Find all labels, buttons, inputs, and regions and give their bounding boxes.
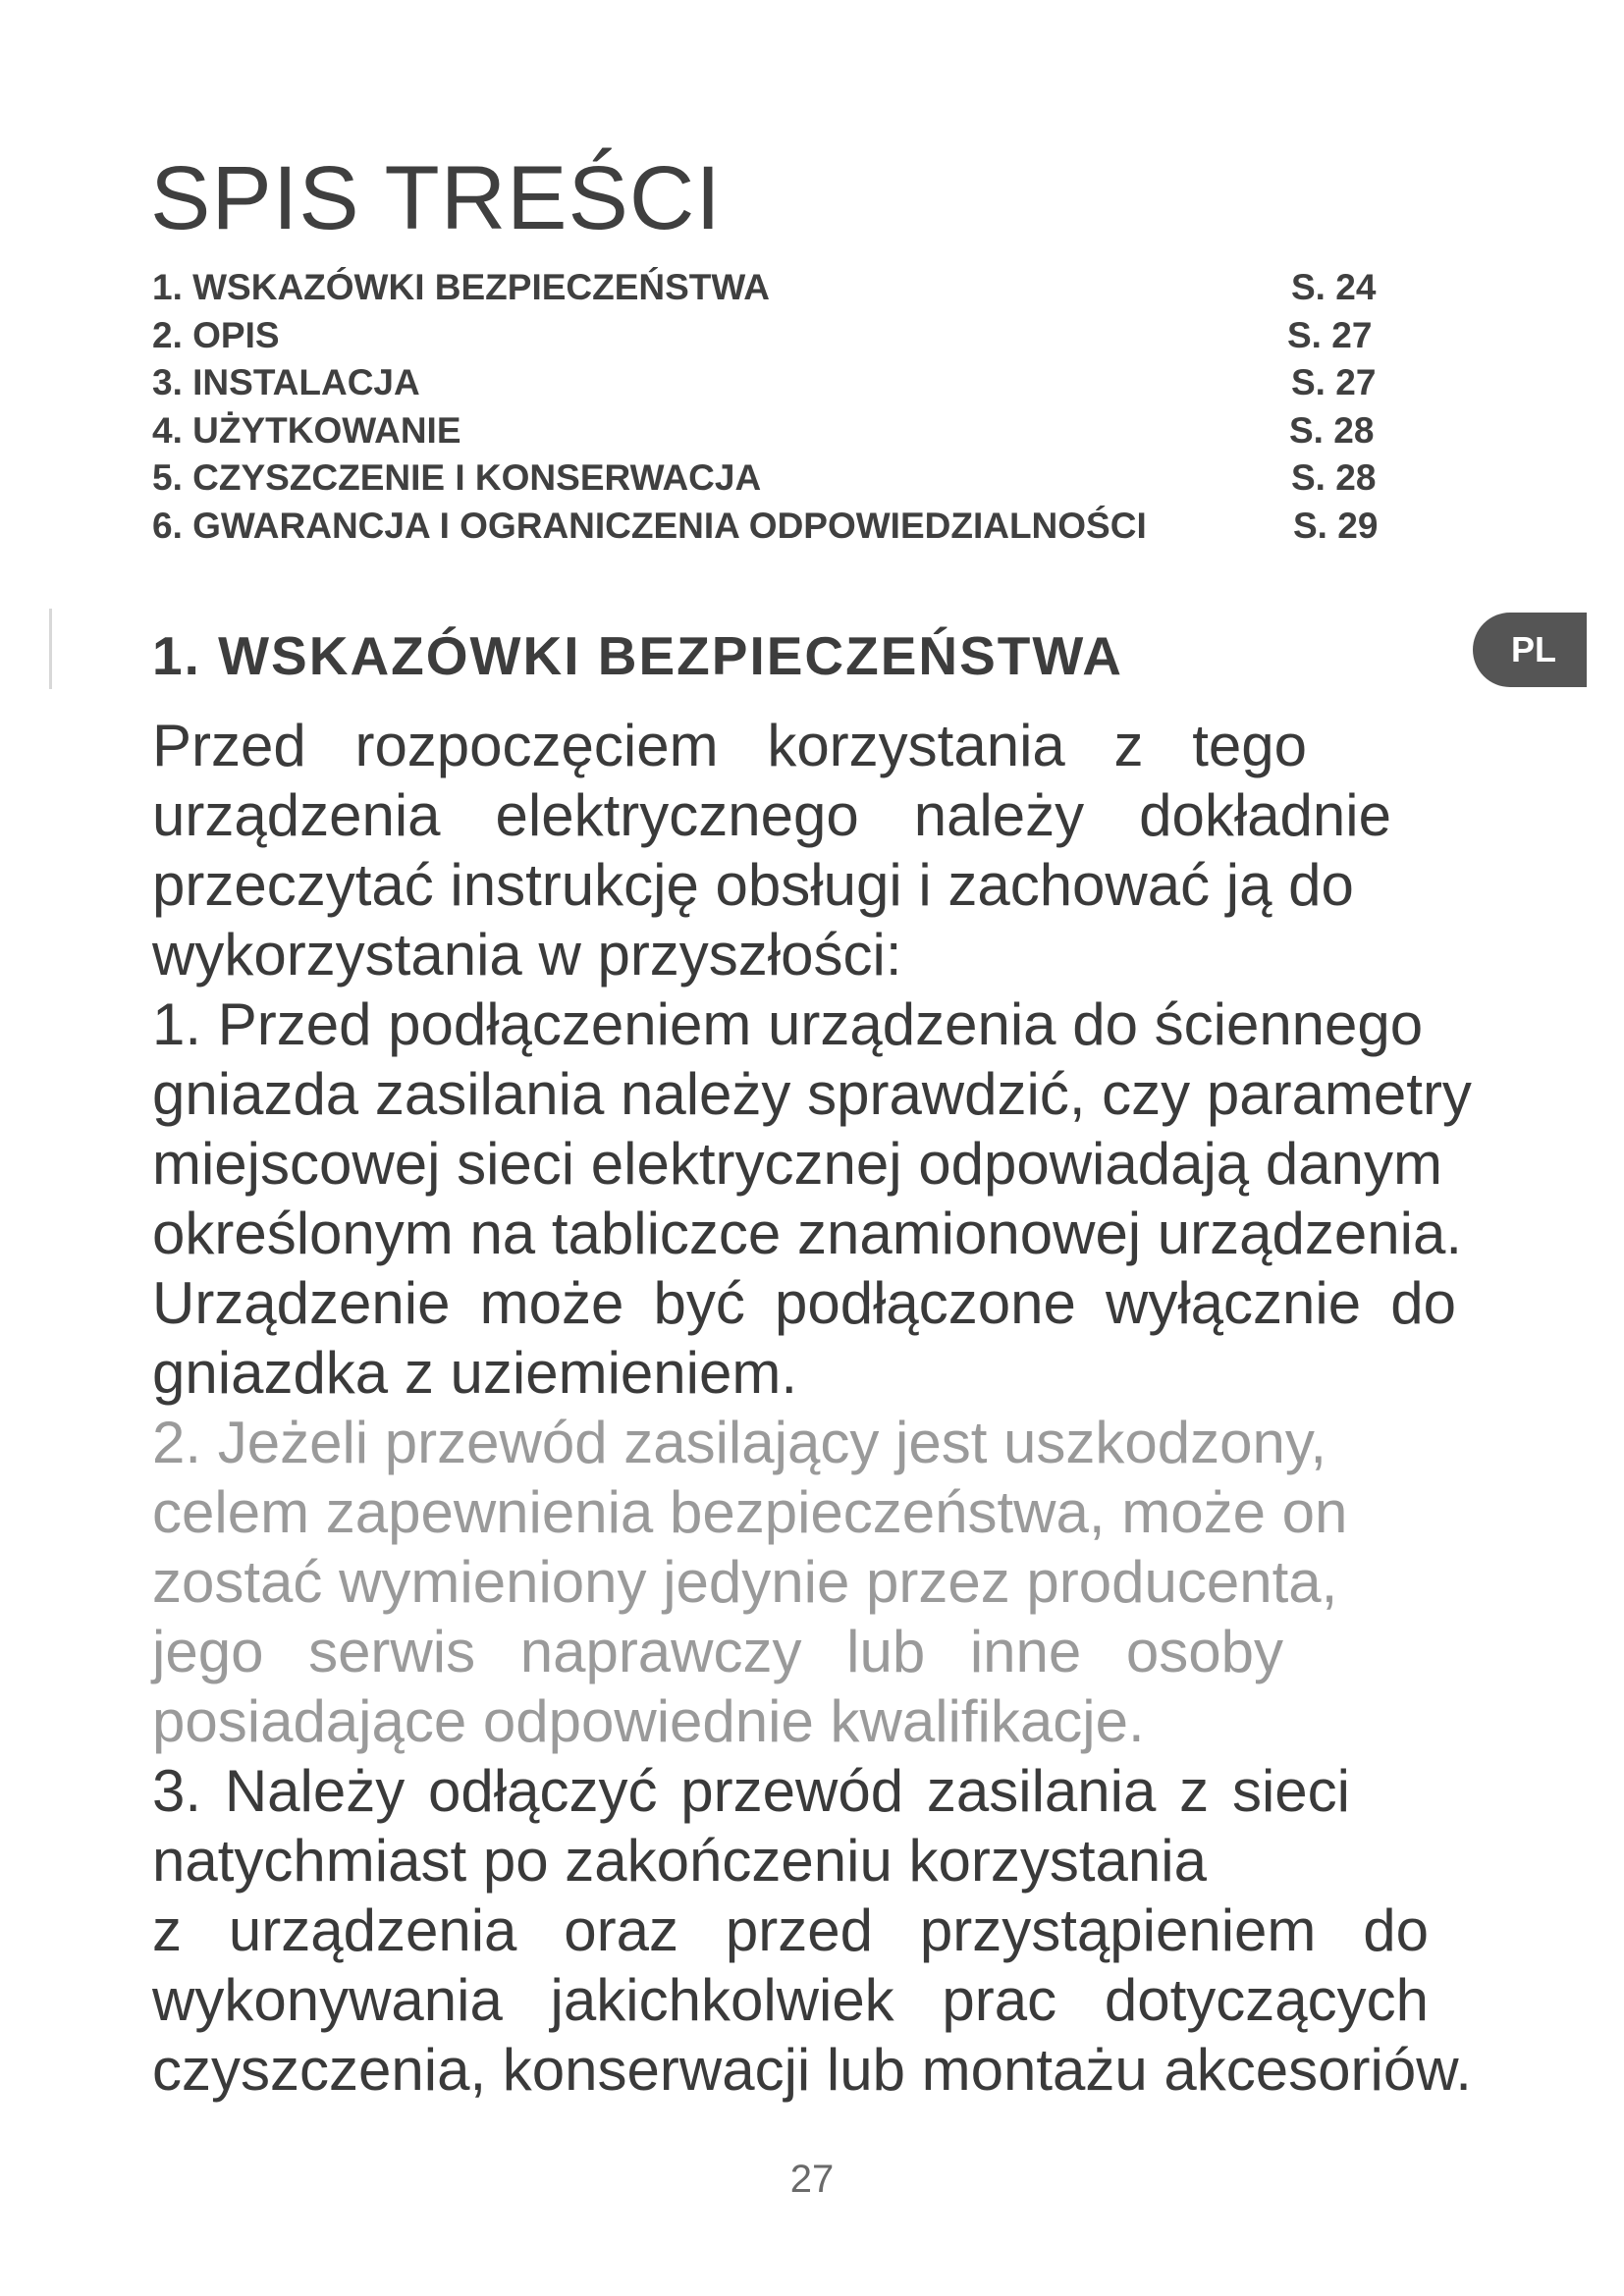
intro-paragraph xyxy=(152,711,1391,989)
paragraph-line: miejscowej sieci elektrycznej odpowiadają danym xyxy=(152,1131,1442,1197)
paragraph-line: natychmiast po zakończeniu korzystania xyxy=(152,1828,1207,1894)
paragraph-line: gniazda zasilania należy sprawdzić, czy parametry xyxy=(152,1061,1472,1127)
paragraph-line: Przed rozpoczęciem korzystania z tego xyxy=(152,713,1307,778)
toc-row xyxy=(152,410,1389,458)
paragraph-line: przeczytać instrukcję obsługi i zachować ją do xyxy=(152,852,1354,918)
toc-page: S. 28 xyxy=(1291,457,1377,498)
paragraph-line: wykorzystania w przyszłości: xyxy=(152,922,902,988)
toc-label: 3. INSTALACJA xyxy=(152,362,420,402)
toc-row xyxy=(152,362,1389,410)
paragraph-line: Urządzenie może być podłączone wyłącznie do xyxy=(152,1270,1456,1336)
toc-page: S. 27 xyxy=(1287,314,1373,355)
paragraph-line: gniazdka z uziemieniem. xyxy=(152,1340,797,1406)
page-number: 27 xyxy=(789,2158,835,2201)
toc-label: 5. CZYSZCZENIE I KONSERWACJA xyxy=(152,457,762,498)
paragraph-line: 3. Należy odłączyć przewód zasilania z sieci xyxy=(152,1758,1350,1824)
toc-row xyxy=(152,457,1389,506)
toc-page: S. 24 xyxy=(1291,267,1377,307)
toc-page: S. 28 xyxy=(1289,409,1375,451)
paragraph-line: czyszczenia, konserwacji lub montażu akcesoriów. xyxy=(152,2037,1472,2103)
paragraph-line: urządzenia elektrycznego należy dokładnie xyxy=(152,782,1391,848)
toc-label: 1. WSKAZÓWKI BEZPIECZEŃSTWA xyxy=(152,267,770,307)
language-tab: PL xyxy=(1473,613,1587,687)
toc-row xyxy=(152,315,1389,363)
paragraph-line: zostać wymieniony jedynie przez producenta, xyxy=(152,1549,1338,1615)
toc-row xyxy=(152,267,1389,315)
toc-label: 4. UŻYTKOWANIE xyxy=(152,409,461,451)
paragraph-line: 2. Jeżeli przewód zasilający jest uszkodzony, xyxy=(152,1410,1327,1475)
table-of-contents xyxy=(152,267,1389,553)
paragraph-line: wykonywania jakichkolwiek prac dotyczących xyxy=(152,1967,1429,2033)
safety-item-1 xyxy=(152,989,1472,1408)
section-heading: 1. WSKAZÓWKI BEZPIECZEŃSTWA xyxy=(152,625,1123,686)
paragraph-line: z urządzenia oraz przed przystąpieniem do xyxy=(152,1897,1429,1963)
paragraph-line: posiadające odpowiednie kwalifikacje. xyxy=(152,1688,1145,1754)
toc-row xyxy=(152,506,1389,554)
toc-label: 2. OPIS xyxy=(152,314,280,355)
paragraph-line: celem zapewnienia bezpieczeństwa, może on xyxy=(152,1479,1348,1545)
toc-page: S. 29 xyxy=(1293,505,1379,546)
paragraph-line: 1. Przed podłączeniem urządzenia do ściennego xyxy=(152,991,1424,1057)
safety-item-3 xyxy=(152,1756,1472,2105)
page-title: SPIS TREŚCI xyxy=(150,148,722,248)
toc-label: 6. GWARANCJA I OGRANICZENIA ODPOWIEDZIALNOŚCI xyxy=(152,505,1147,546)
safety-item-2 xyxy=(152,1408,1347,1756)
paragraph-line: jego serwis naprawczy lub inne osoby xyxy=(152,1619,1283,1684)
toc-page: S. 27 xyxy=(1291,362,1377,402)
margin-rule xyxy=(49,609,52,689)
paragraph-line: określonym na tabliczce znamionowej urządzenia. xyxy=(152,1201,1463,1266)
